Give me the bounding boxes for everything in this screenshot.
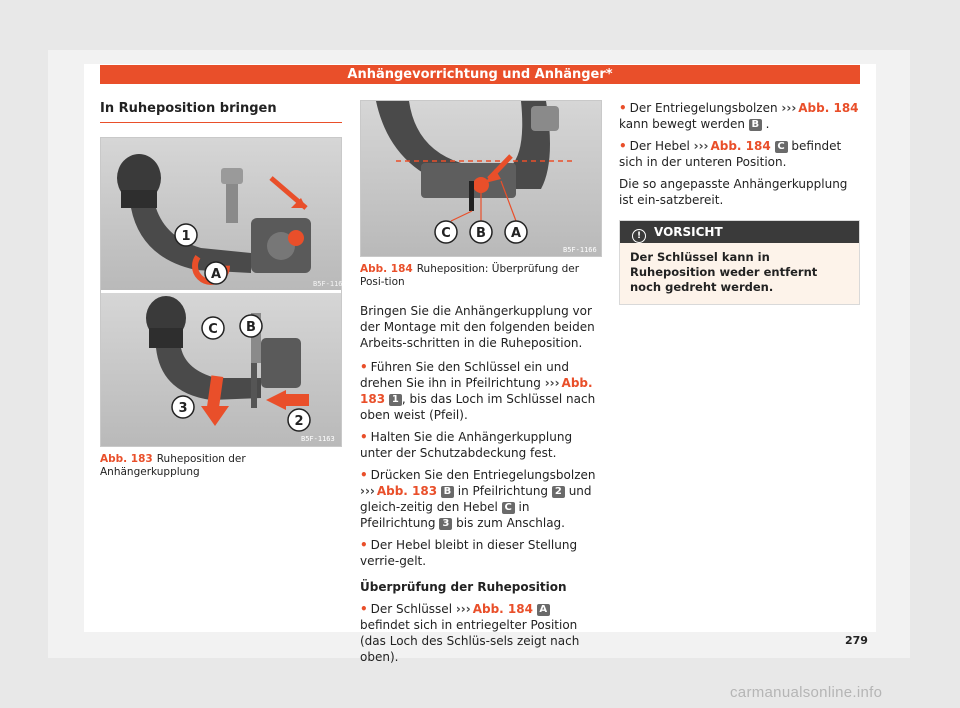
check-3: • Der Hebel ››› Abb. 184 C befindet sich in der unteren Position. [619, 139, 842, 169]
figure-183-illustration [101, 138, 347, 446]
badge-c: C [502, 502, 515, 514]
caution-title: VORSICHT [654, 225, 723, 239]
column-middle [360, 100, 600, 671]
section-title: In Ruheposition bringen [100, 100, 342, 123]
callout-2-label: 2 [294, 414, 304, 429]
caution-text: Der Schlüssel kann in Ruheposition weder entfernt noch gedreht werden. [630, 250, 818, 294]
figure-183-label: Abb. 183 [100, 453, 153, 465]
figure-184-callout-c [435, 221, 457, 243]
closing-paragraph: Die so angepasste Anhängerkupplung ist ein-satzbereit. [619, 177, 848, 207]
figure-184-callout-b [470, 221, 492, 243]
ref-abb-183[interactable]: Abb. 183 [376, 484, 438, 498]
callout-3-label: 3 [178, 401, 188, 416]
badge-1: 1 [389, 394, 402, 406]
callout-a-label: A [210, 267, 222, 282]
watermark-logo: carmanualsonline.info [730, 684, 883, 701]
badge-b: B [441, 486, 454, 498]
badge-b: B [749, 119, 762, 131]
check-2: • Der Entriegelungsbolzen ››› Abb. 184 kann bewegt werden B . [619, 101, 859, 131]
figure-183-callout-b [240, 315, 262, 337]
step-3: • Drücken Sie den Entriegelungsbolzen ››› Abb. 183 B in Pfeilrichtung 2 und gleich-zeitig den Hebel C in Pfeilrichtung 3 bis zum Anschlag. [360, 468, 596, 530]
figure-184-callout-a [505, 221, 527, 243]
figure-184-caption-text: Ruheposition: Überprüfung der Posi-tion [360, 263, 580, 288]
intro-paragraph: Bringen Sie die Anhängerkupplung vor der Montage mit den folgenden beiden Arbeits-schritten in die Ruheposition. [360, 304, 595, 350]
figure-183-caption-text: Ruheposition der Anhängerkupplung [100, 453, 246, 478]
figure-183-callout-2 [288, 409, 310, 431]
page-header: Anhängevorrichtung und Anhänger* [100, 65, 860, 84]
column-right [619, 100, 860, 305]
figure-183-callout-c [202, 317, 224, 339]
badge-a: A [537, 604, 550, 616]
figure-183-callout-a [205, 262, 227, 284]
figure-184-label: Abb. 184 [360, 263, 413, 275]
figure-183 [100, 137, 347, 447]
ref-abb-183[interactable]: Abb. 183 [360, 376, 593, 406]
fig184-callout-c-label: C [441, 226, 451, 241]
step-1: • Führen Sie den Schlüssel ein und drehen Sie ihn in Pfeilrichtung ››› Abb. 183 1 , bis das Loch im Schlüssel nach oben weist (Pfeil). [360, 360, 596, 422]
exclamation-circle-icon: ! [632, 229, 646, 243]
figure-184-caption [360, 263, 600, 289]
badge-3: 3 [439, 518, 452, 530]
check-1: • Der Schlüssel ››› Abb. 184 A befindet sich in entriegelter Position (das Loch des Schlüs-sels zeigt nach oben). [360, 602, 580, 664]
ref-abb-184[interactable]: Abb. 184 [472, 602, 533, 616]
callout-1-label: 1 [181, 229, 191, 244]
fig184-callout-b-label: B [476, 226, 486, 241]
column-left [100, 100, 347, 479]
figure-183-callout-3 [172, 396, 194, 418]
ref-abb-184[interactable]: Abb. 184 [710, 139, 771, 153]
figure-183-callout-1 [175, 224, 197, 246]
step-4: • Der Hebel bleibt in dieser Stellung verrie-gelt. [360, 538, 578, 568]
figure-183-bottom-code: B5F-1163 [301, 435, 335, 443]
caution-header [620, 221, 859, 243]
page-number: 279 [845, 634, 868, 647]
caution-box [619, 220, 860, 305]
figure-183-top-code: B5F-1163 [313, 280, 347, 288]
ref-abb-184[interactable]: Abb. 184 [798, 101, 859, 115]
callout-b-label: B [246, 320, 256, 335]
subheading-check: Überprüfung der Ruheposition [360, 580, 567, 594]
figure-184-illustration [361, 101, 601, 256]
fig184-callout-a-label: A [510, 226, 522, 241]
badge-2: 2 [552, 486, 565, 498]
figure-184-code: B5F-1166 [563, 246, 597, 254]
figure-183-caption [100, 453, 342, 479]
callout-c-label: C [208, 322, 218, 337]
figure-184 [360, 100, 602, 257]
badge-c: C [775, 141, 788, 153]
step-2: • Halten Sie die Anhängerkupplung unter der Schutzabdeckung fest. [360, 430, 573, 460]
